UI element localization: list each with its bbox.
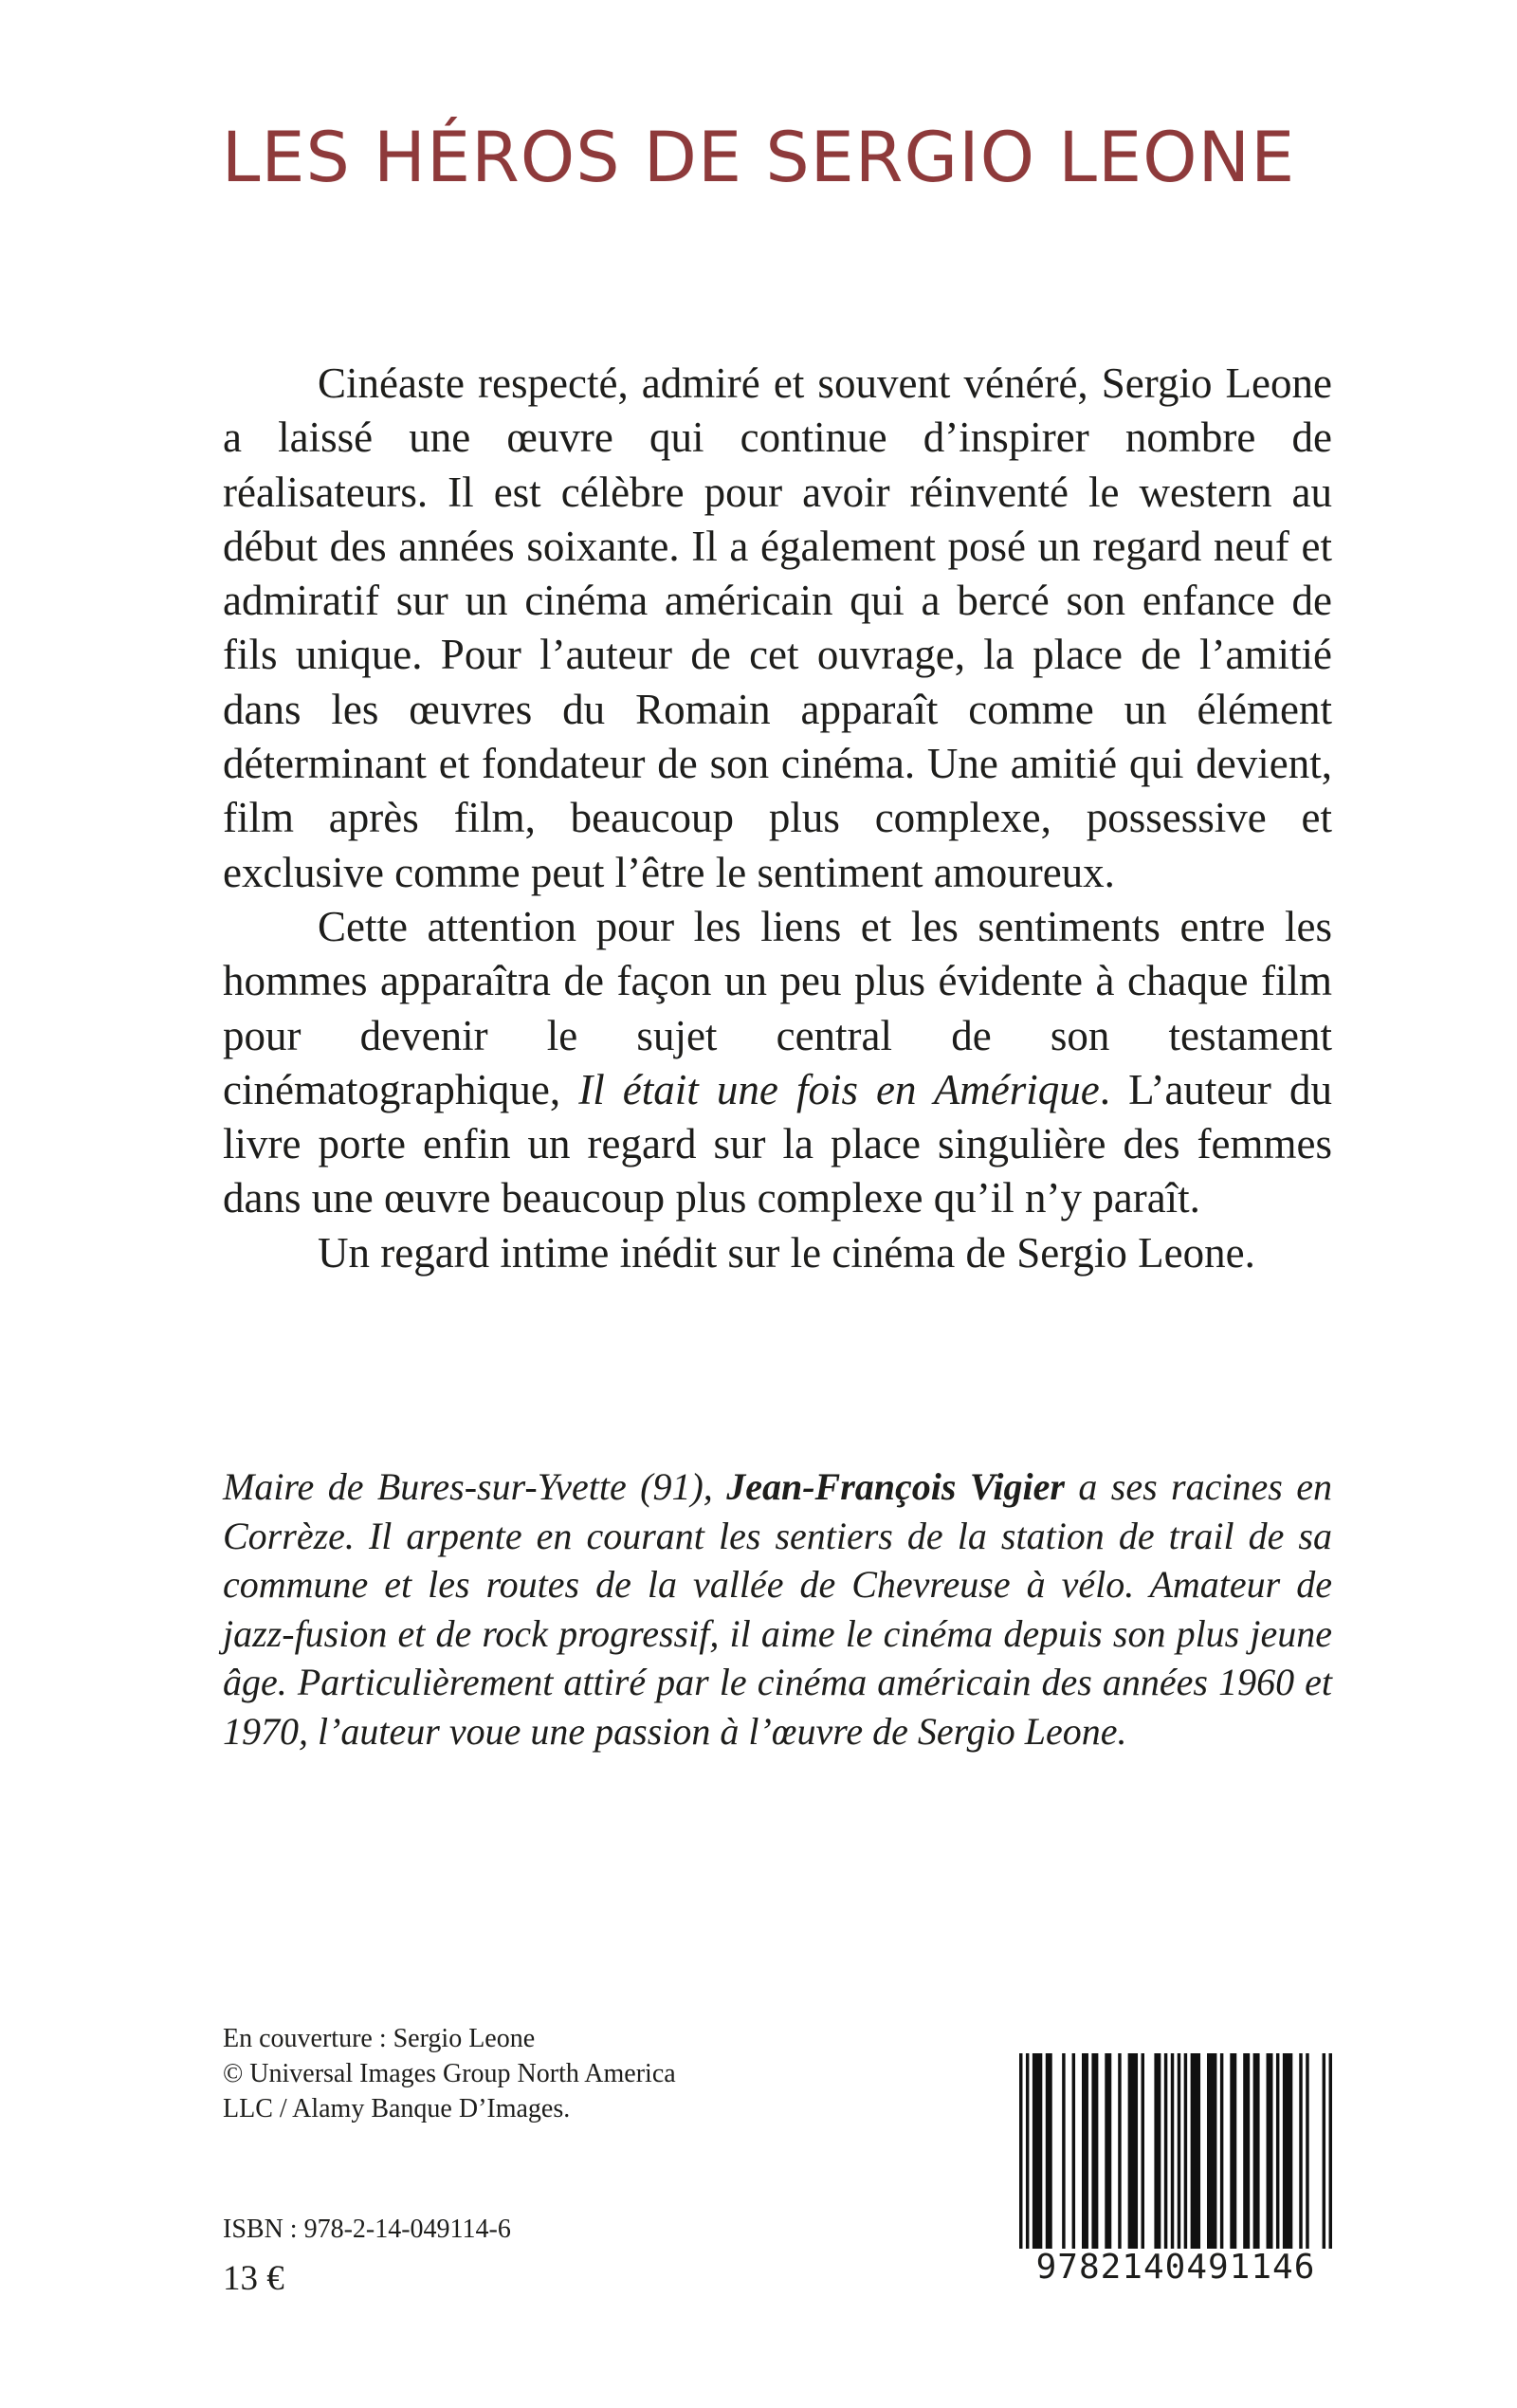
barcode-bar-28 bbox=[1323, 2053, 1325, 2249]
barcode-bar-13 bbox=[1164, 2053, 1167, 2249]
barcode-bar-7 bbox=[1091, 2053, 1098, 2249]
ean-barcode bbox=[1019, 2053, 1332, 2292]
barcode-bar-4 bbox=[1062, 2053, 1065, 2249]
barcode-bar-6 bbox=[1082, 2053, 1088, 2249]
barcode-bar-16 bbox=[1184, 2053, 1187, 2249]
isbn-number: ISBN : 978-2-14-049114-6 bbox=[223, 2215, 511, 2244]
barcode-bar-17 bbox=[1191, 2053, 1200, 2249]
book-summary bbox=[223, 357, 1332, 1280]
barcode-bar-8 bbox=[1105, 2053, 1111, 2249]
cover-credits bbox=[223, 2021, 792, 2126]
summary-paragraph-2-start: Cette attention pour les liens et les sentiments entre les hommes apparaîtra de façon un peu plus évidente à chaque film pour devenir le sujet central de son testament cinématographique, bbox=[223, 902, 1332, 1113]
barcode-bar-19 bbox=[1220, 2053, 1223, 2249]
cover-credit-line-2: © Universal Images Group North America bbox=[223, 2059, 676, 2088]
summary-paragraph-1: Cinéaste respecté, admiré et souvent vénéré, Sergio Leone a laissé une œuvre qui continue d’inspirer nombre de réalisateurs. Il est célèbre pour avoir réinventé le western au début des années soixante. Il a également posé un regard neuf et admiratif sur un cinéma américain qui a bercé son enfance de fils unique. Pour l’auteur de cet ouvrage, la place de l’amitié dans les œuvres du Romain apparaît comme un élément déterminant et fondateur de son cinéma. Une amitié qui devient, film après film, beaucoup plus complexe, possessive et exclusive comme peut l’être le sentiment amoureux. bbox=[223, 359, 1332, 896]
cover-credit-line-1: En couverture : Sergio Leone bbox=[223, 2024, 536, 2053]
film-title: Il était une fois en Amérique bbox=[578, 1065, 1100, 1113]
barcode-bars-icon bbox=[1019, 2053, 1332, 2249]
cover-credit-line-3: LLC / Alamy Banque D’Images. bbox=[223, 2094, 571, 2123]
barcode-bar-14 bbox=[1171, 2053, 1174, 2249]
author-bio-start: Maire de Bures-sur-Yvette (91), bbox=[223, 1465, 727, 1508]
summary-paragraph-3: Un regard intime inédit sur le cinéma de Sergio Leone. bbox=[318, 1228, 1255, 1277]
summary-paragraph-2-end: . L’auteur du livre porte enfin un regard sur la place singulière des femmes dans une œuvre beaucoup plus complexe qu’il n’y paraît. bbox=[223, 1065, 1332, 1222]
author-bio bbox=[223, 1462, 1332, 1755]
barcode-digits: 9782140491146 bbox=[1035, 2248, 1316, 2287]
barcode-bar-24 bbox=[1276, 2053, 1279, 2249]
barcode-bar-2 bbox=[1033, 2053, 1042, 2249]
barcode-bar-0 bbox=[1019, 2053, 1022, 2249]
price: 13 € bbox=[223, 2259, 284, 2298]
barcode-bar-29 bbox=[1329, 2053, 1332, 2249]
summary-paragraph-2 bbox=[223, 900, 1332, 1226]
barcode-bar-12 bbox=[1154, 2053, 1161, 2249]
barcode-bar-20 bbox=[1230, 2053, 1236, 2249]
barcode-bar-3 bbox=[1046, 2053, 1052, 2249]
barcode-bar-1 bbox=[1026, 2053, 1029, 2249]
barcode-bar-15 bbox=[1178, 2053, 1180, 2249]
author-name: Jean-François Vigier bbox=[726, 1465, 1065, 1508]
barcode-bar-23 bbox=[1267, 2053, 1273, 2249]
barcode-bar-5 bbox=[1072, 2053, 1075, 2249]
barcode-bar-9 bbox=[1118, 2053, 1121, 2249]
author-bio-end: a ses racines en Corrèze. Il arpente en courant les sentiers de la station de trail de sa commune et les routes de la vallée de Chevreuse à vélo. Amateur de jazz-fusion et de rock progressif, il aime le cinéma depuis son plus jeune âge. Particulièrement attiré par le cinéma américain des années 1960 et 1970, l’auteur voue une passion à l’œuvre de Sergio Leone. bbox=[223, 1465, 1332, 1753]
barcode-bar-27 bbox=[1306, 2053, 1308, 2249]
barcode-bar-11 bbox=[1142, 2053, 1144, 2249]
barcode-bar-21 bbox=[1243, 2053, 1250, 2249]
book-title: LES HÉROS DE SERGIO LEONE bbox=[221, 118, 1296, 198]
barcode-bar-10 bbox=[1128, 2053, 1138, 2249]
barcode-bar-26 bbox=[1299, 2053, 1302, 2249]
barcode-bar-25 bbox=[1283, 2053, 1292, 2249]
barcode-bar-18 bbox=[1207, 2053, 1216, 2249]
barcode-bar-22 bbox=[1253, 2053, 1260, 2249]
